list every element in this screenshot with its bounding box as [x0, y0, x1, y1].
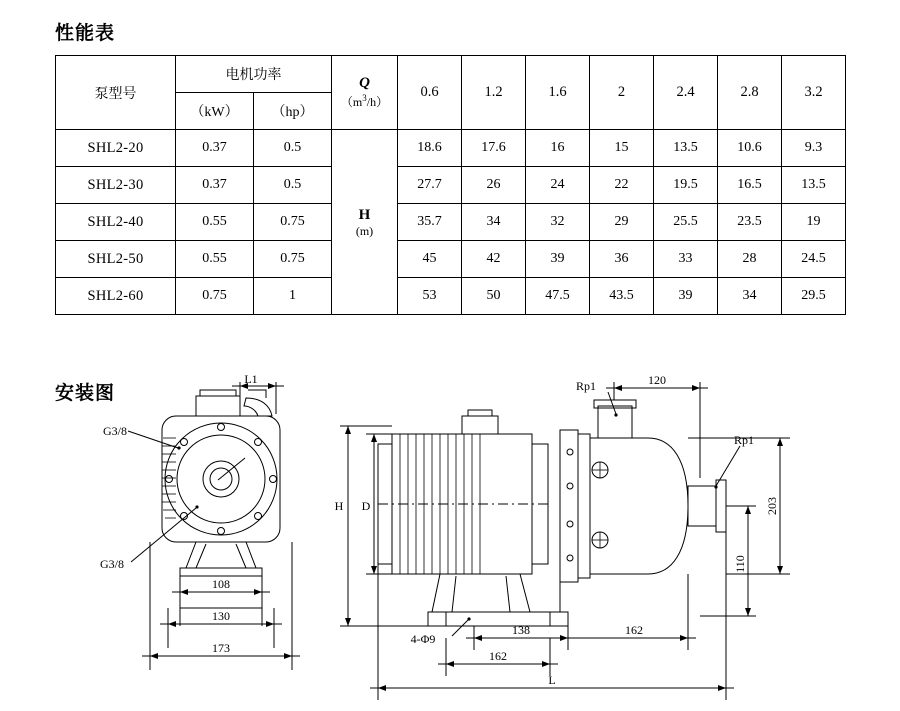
flow-col-1: 1.2: [462, 56, 526, 130]
label-dim-203: 203: [765, 497, 779, 515]
header-head-unit: [332, 130, 398, 315]
left-view-group: [128, 382, 300, 670]
cell-head: 13.5: [782, 167, 846, 204]
flow-unit: $(m^3/h)$: [340, 92, 389, 109]
cell-head: 29: [590, 204, 654, 241]
cell-head: 53: [398, 278, 462, 315]
cell-head: 32: [526, 204, 590, 241]
installation-drawing: [0, 368, 900, 711]
performance-section-title: 性能表: [55, 23, 116, 44]
cell-model: SHL2-20: [56, 130, 176, 167]
cell-head: 28: [718, 241, 782, 278]
cell-head: 24.5: [782, 241, 846, 278]
cell-head: 22: [590, 167, 654, 204]
table-header-row-1: [56, 56, 846, 93]
cell-head: 35.7: [398, 204, 462, 241]
header-flow-unit: [332, 56, 398, 130]
cell-head: 50: [462, 278, 526, 315]
cell-head: 16.5: [718, 167, 782, 204]
label-l1: L1: [244, 372, 258, 386]
cell-head: 19.5: [654, 167, 718, 204]
label-dim-108: 108: [212, 577, 230, 591]
cell-head: 34: [718, 278, 782, 315]
flow-col-0: 0.6: [398, 56, 462, 130]
cell-hp: 0.75: [254, 241, 332, 278]
table-row: [56, 204, 846, 241]
label-dim-130: 130: [212, 609, 230, 623]
label-dim-120: 120: [648, 373, 666, 387]
cell-head: 33: [654, 241, 718, 278]
label-d: D: [361, 499, 371, 513]
cell-hp: 0.75: [254, 204, 332, 241]
label-l: L: [548, 673, 556, 687]
cell-head: 9.3: [782, 130, 846, 167]
cell-kw: 0.75: [176, 278, 254, 315]
cell-head: 47.5: [526, 278, 590, 315]
label-g38-bottom: G3/8: [100, 557, 124, 571]
cell-head: 25.5: [654, 204, 718, 241]
label-dim-162-b: 162: [489, 649, 507, 663]
cell-model: SHL2-50: [56, 241, 176, 278]
table-row: [56, 130, 846, 167]
label-dim-162-a: 162: [625, 623, 643, 637]
cell-head: 43.5: [590, 278, 654, 315]
cell-kw: 0.55: [176, 241, 254, 278]
cell-head: 29.5: [782, 278, 846, 315]
table-row: [56, 278, 846, 315]
label-h: H: [334, 499, 344, 513]
label-g38-top: G3/8: [103, 424, 127, 438]
flow-col-6: 3.2: [782, 56, 846, 130]
installation-section-title: 安装图: [55, 383, 116, 404]
cell-kw: 0.37: [176, 130, 254, 167]
cell-head: 45: [398, 241, 462, 278]
cell-head: 34: [462, 204, 526, 241]
cell-head: 16: [526, 130, 590, 167]
cell-model: SHL2-40: [56, 204, 176, 241]
cell-head: 27.7: [398, 167, 462, 204]
cell-head: 15: [590, 130, 654, 167]
performance-table-container: [55, 55, 845, 315]
flow-col-2: 1.6: [526, 56, 590, 130]
header-model: 泵型号: [56, 56, 176, 130]
cell-head: 18.6: [398, 130, 462, 167]
cell-head: 17.6: [462, 130, 526, 167]
cell-hp: 0.5: [254, 167, 332, 204]
cell-head: 23.5: [718, 204, 782, 241]
performance-table: [55, 55, 846, 315]
cell-head: 42: [462, 241, 526, 278]
label-mounting-holes: 4-Φ9: [410, 632, 436, 646]
label-dim-138: 138: [512, 623, 530, 637]
table-row: [56, 241, 846, 278]
header-hp: （hp）: [254, 93, 332, 130]
label-rp1-top: Rp1: [575, 379, 597, 393]
right-view-group: [340, 382, 790, 700]
cell-head: 26: [462, 167, 526, 204]
head-symbol: H: [358, 206, 371, 223]
table-row: [56, 167, 846, 204]
cell-head: 10.6: [718, 130, 782, 167]
label-dim-110: 110: [733, 555, 747, 573]
cell-kw: 0.55: [176, 204, 254, 241]
header-motor-power: 电机功率: [176, 56, 332, 93]
flow-col-3: 2: [590, 56, 654, 130]
cell-hp: 0.5: [254, 130, 332, 167]
cell-head: 13.5: [654, 130, 718, 167]
head-unit: (m): [355, 223, 374, 238]
flow-col-4: 2.4: [654, 56, 718, 130]
cell-kw: 0.37: [176, 167, 254, 204]
header-kw: （kW）: [176, 93, 254, 130]
cell-head: 24: [526, 167, 590, 204]
cell-model: SHL2-60: [56, 278, 176, 315]
cell-head: 39: [526, 241, 590, 278]
cell-head: 19: [782, 204, 846, 241]
cell-hp: 1: [254, 278, 332, 315]
cell-head: 39: [654, 278, 718, 315]
cell-model: SHL2-30: [56, 167, 176, 204]
installation-drawing-svg: [0, 368, 900, 711]
label-rp1-right: Rp1: [733, 433, 755, 447]
cell-head: 36: [590, 241, 654, 278]
label-dim-173: 173: [212, 641, 230, 655]
flow-symbol: Q: [359, 75, 370, 92]
flow-col-5: 2.8: [718, 56, 782, 130]
